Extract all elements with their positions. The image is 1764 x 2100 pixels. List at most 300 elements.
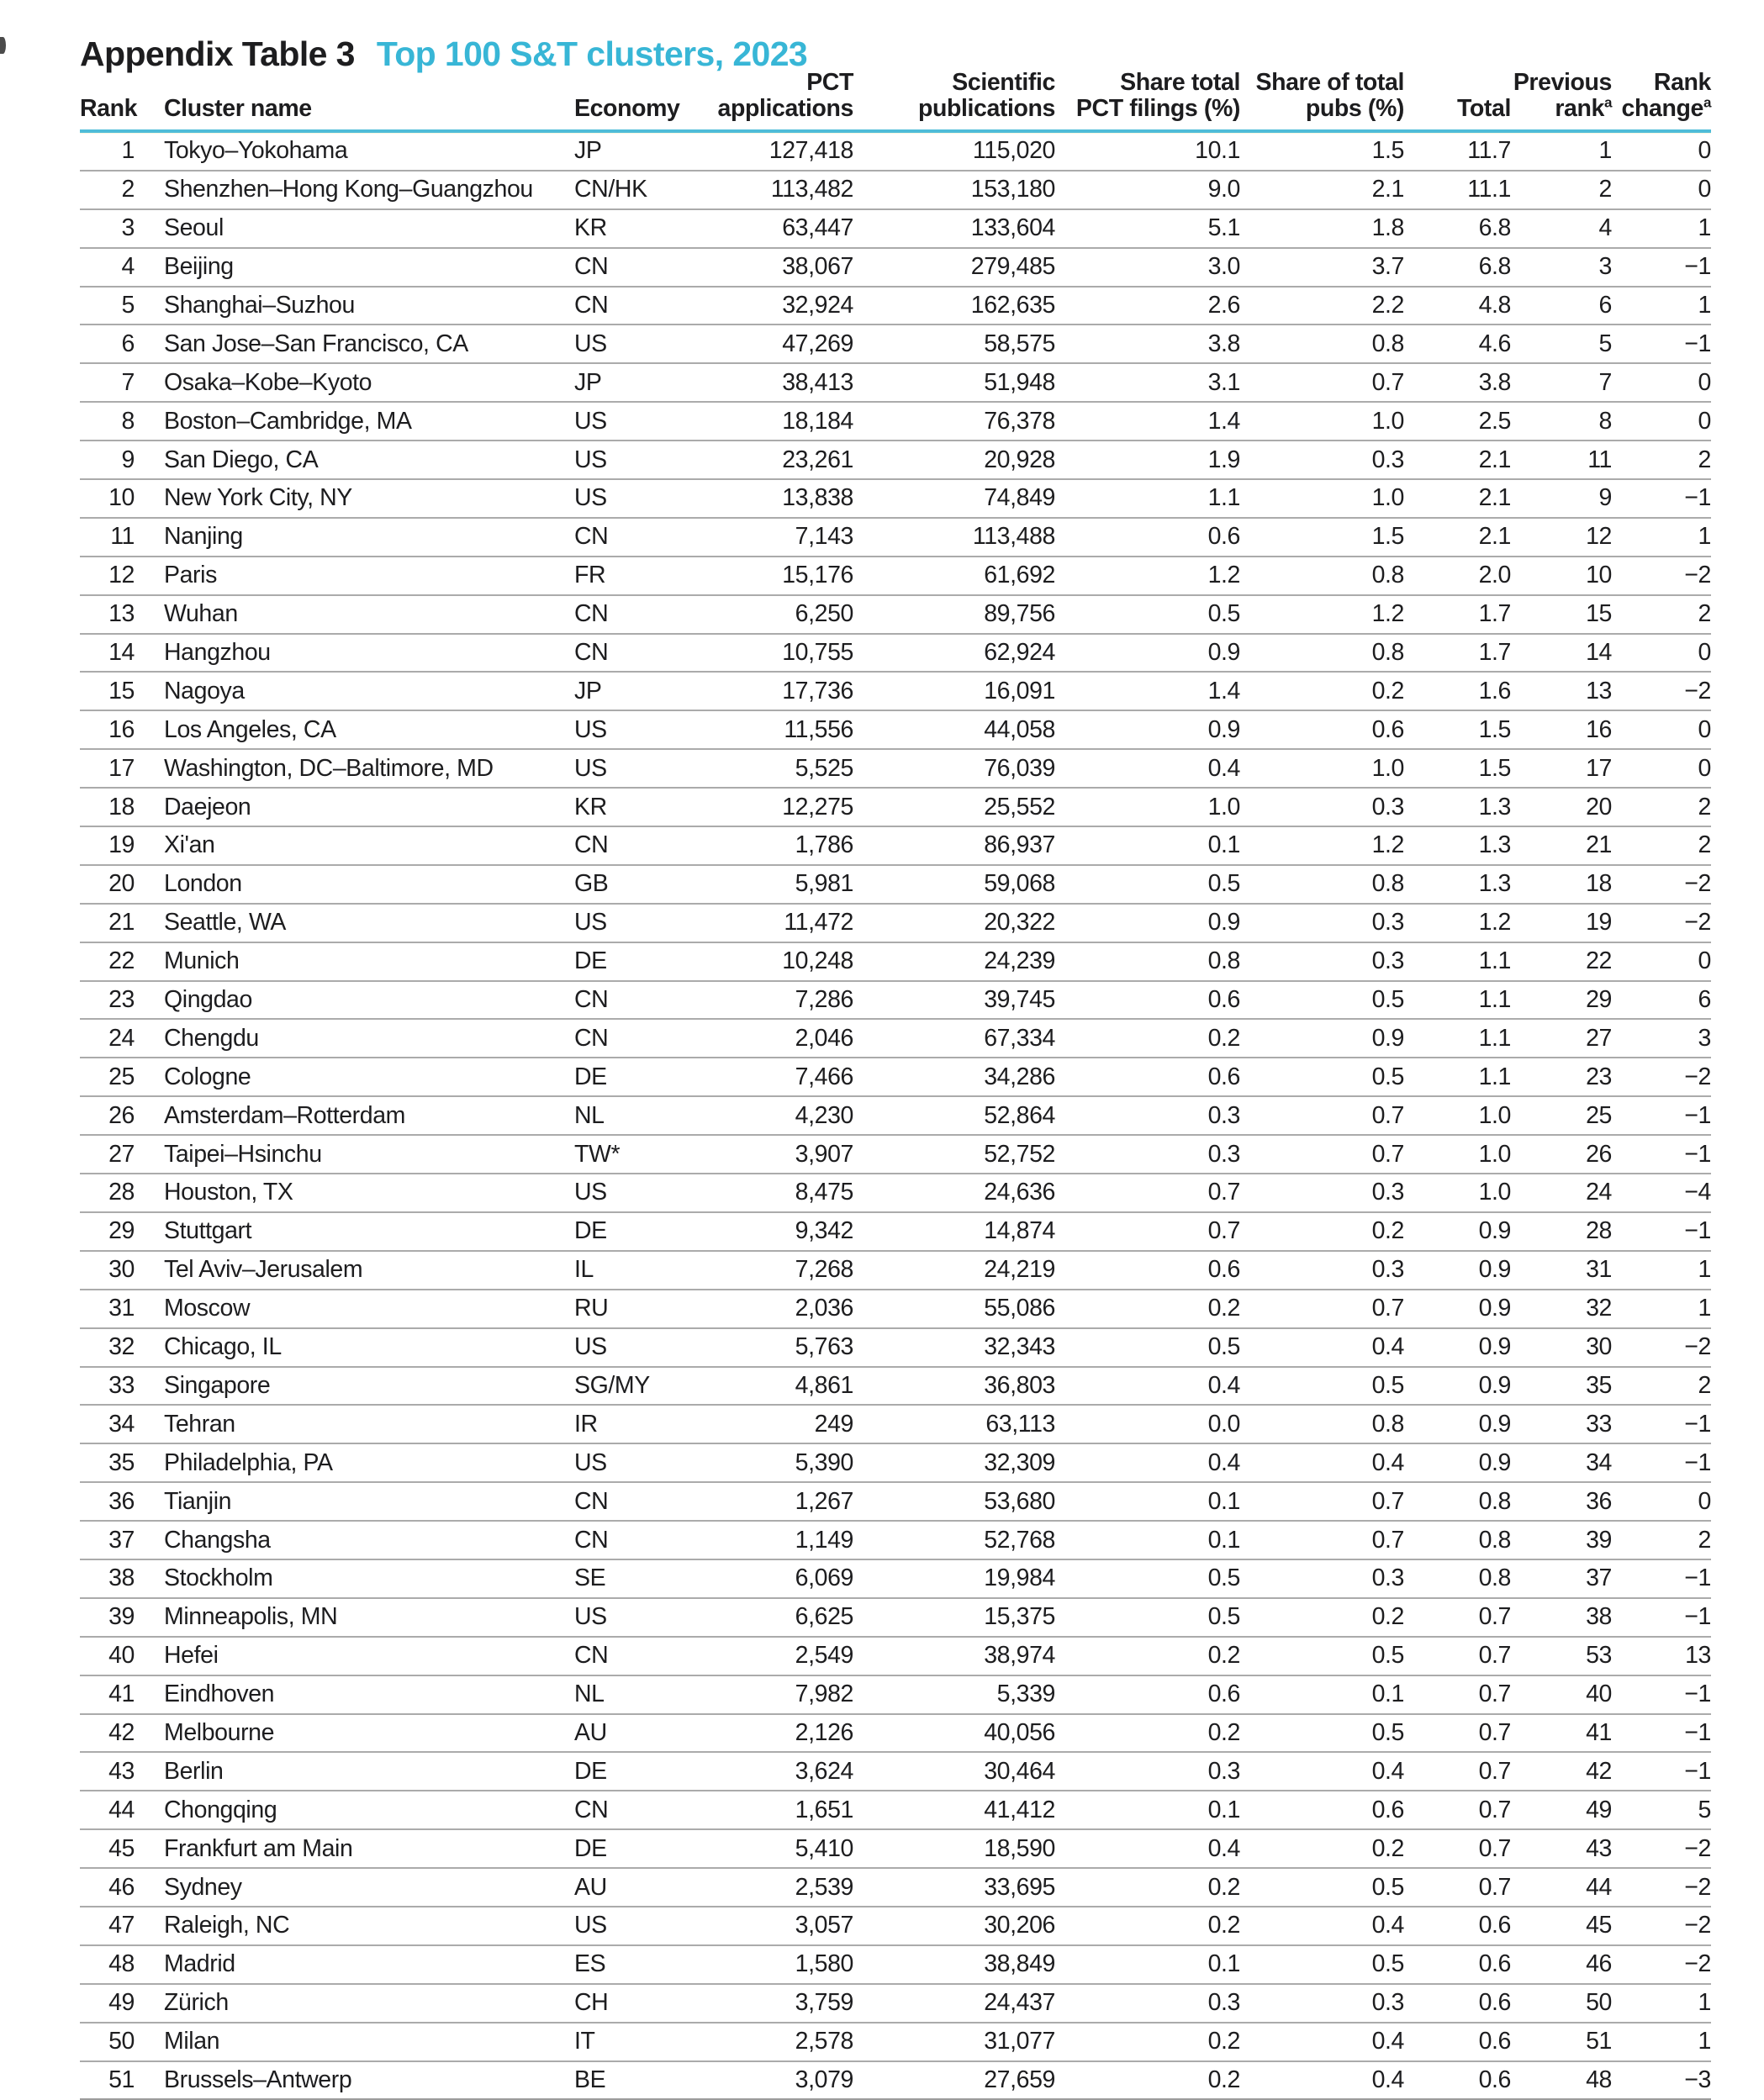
- cell-economy: US: [555, 1174, 681, 1212]
- cell-share-total-pct-filings: 10.1: [1195, 137, 1240, 165]
- cell-total: 0.6: [1404, 1907, 1511, 1945]
- cell-total: 0.9: [1404, 1405, 1511, 1443]
- cell-share-total-pct-filings: 0.4: [1055, 1829, 1240, 1868]
- cell-rank-change: 0: [1612, 710, 1711, 749]
- cell-share-total-pct-filings: 1.1: [1055, 479, 1240, 518]
- cell-pct-applications: 127,418: [768, 137, 853, 165]
- cell-cluster-name: Cologne: [135, 1058, 555, 1096]
- cell-pct-applications: 113,482: [681, 171, 853, 209]
- cell-cluster-name: San Diego, CA: [135, 441, 555, 479]
- cell-share-of-total-pubs: 0.4: [1240, 1907, 1404, 1945]
- cell-total: 1.0: [1404, 1096, 1511, 1135]
- cell-economy: CN: [555, 634, 681, 673]
- cell-previous-rank: 11: [1511, 441, 1612, 479]
- table-row: [80, 1482, 1711, 1521]
- cell-share-total-pct-filings: 0.2: [1055, 1019, 1240, 1058]
- table-row: [80, 131, 1711, 171]
- cell-cluster-name: Sydney: [135, 1868, 555, 1907]
- cell-economy: JP: [555, 363, 681, 402]
- cell-cluster-name: Moscow: [135, 1290, 555, 1328]
- cell-rank: 41: [80, 1675, 135, 1714]
- cell-cluster-name: Tianjin: [135, 1482, 555, 1521]
- cell-rank: 43: [80, 1752, 135, 1791]
- table-row: [80, 1367, 1711, 1406]
- cell-share-of-total-pubs: 0.4: [1240, 2023, 1404, 2061]
- cell-scientific-publications: 41,412: [853, 1791, 1055, 1829]
- cell-share-of-total-pubs: 0.5: [1240, 1945, 1404, 1984]
- cell-rank: 19: [80, 826, 135, 865]
- table-row: [80, 788, 1711, 826]
- cell-rank-change: −1: [1612, 1559, 1711, 1598]
- cell-pct-applications: 249: [681, 1405, 853, 1443]
- cell-share-of-total-pubs: 0.3: [1240, 1559, 1404, 1598]
- cell-share-total-pct-filings: 0.1: [1055, 826, 1240, 865]
- cell-share-total-pct-filings: 0.3: [1055, 1752, 1240, 1791]
- cell-rank: 12: [80, 557, 135, 595]
- cell-scientific-publications: 67,334: [853, 1019, 1055, 1058]
- table-row: [80, 710, 1711, 749]
- cell-pct-applications: 5,390: [681, 1443, 853, 1482]
- cell-pct-applications: 47,269: [681, 324, 853, 363]
- cell-scientific-publications: 19,984: [853, 1559, 1055, 1598]
- cell-rank-change: −1: [1612, 1135, 1711, 1174]
- cell-cluster-name: Daejeon: [135, 788, 555, 826]
- cell-pct-applications: 7,268: [681, 1251, 853, 1290]
- cell-scientific-publications: 30,464: [853, 1752, 1055, 1791]
- table-row: [80, 1868, 1711, 1907]
- cell-rank: 47: [80, 1907, 135, 1945]
- cell-pct-applications: 3,624: [681, 1752, 853, 1791]
- cell-economy: DE: [555, 1829, 681, 1868]
- cell-rank-change: −1: [1612, 1598, 1711, 1637]
- cell-scientific-publications: 44,058: [853, 710, 1055, 749]
- cell-economy: BE: [555, 2061, 681, 2100]
- cell-cluster-name: Munich: [135, 942, 555, 981]
- cell-share-of-total-pubs: 1.8: [1240, 209, 1404, 248]
- table-row: [80, 1714, 1711, 1753]
- cell-rank-change: 1: [1612, 518, 1711, 557]
- cell-rank-change: 1: [1612, 2023, 1711, 2061]
- scan-edge-artifact: [0, 37, 6, 54]
- cell-cluster-name: Nagoya: [135, 672, 555, 710]
- cell-economy: CN: [555, 826, 681, 865]
- cell-pct-applications: 18,184: [681, 402, 853, 441]
- cell-rank-change: 1: [1612, 1251, 1711, 1290]
- cell-previous-rank: 53: [1511, 1637, 1612, 1675]
- cell-total: 1.1: [1404, 981, 1511, 1020]
- cell-cluster-name: Eindhoven: [135, 1675, 555, 1714]
- cell-share-of-total-pubs: 2.2: [1240, 287, 1404, 325]
- cell-share-total-pct-filings: 0.9: [1055, 634, 1240, 673]
- cell-share-of-total-pubs: 0.2: [1240, 1829, 1404, 1868]
- cell-rank: 1: [121, 137, 135, 165]
- cell-previous-rank: 4: [1511, 209, 1612, 248]
- cell-share-of-total-pubs: 0.7: [1240, 1290, 1404, 1328]
- cell-scientific-publications: 38,974: [853, 1637, 1055, 1675]
- cell-rank-change: −2: [1612, 557, 1711, 595]
- cell-share-of-total-pubs: 1.0: [1240, 402, 1404, 441]
- cell-total: 1.7: [1404, 634, 1511, 673]
- table-row: [80, 1521, 1711, 1559]
- cell-previous-rank: 26: [1511, 1135, 1612, 1174]
- cell-rank: 9: [80, 441, 135, 479]
- table-row: [80, 1945, 1711, 1984]
- cell-scientific-publications: 27,659: [853, 2061, 1055, 2100]
- cell-rank-change: 0: [1612, 1482, 1711, 1521]
- cell-pct-applications: 11,472: [681, 904, 853, 942]
- cell-share-of-total-pubs: 1.5: [1371, 137, 1404, 165]
- cell-cluster-name: Seoul: [135, 209, 555, 248]
- cell-previous-rank: 28: [1511, 1212, 1612, 1251]
- cell-pct-applications: 13,838: [681, 479, 853, 518]
- footnote-marker: a: [1703, 94, 1711, 111]
- cell-total: 1.3: [1404, 826, 1511, 865]
- cell-rank-change: −1: [1612, 1096, 1711, 1135]
- cell-rank: 29: [80, 1212, 135, 1251]
- cell-rank: 13: [80, 595, 135, 634]
- cell-previous-rank: 32: [1511, 1290, 1612, 1328]
- cell-pct-applications: 11,556: [681, 710, 853, 749]
- cell-cluster-name: Singapore: [135, 1367, 555, 1406]
- cell-cluster-name: Zürich: [135, 1984, 555, 2023]
- cell-previous-rank: 17: [1511, 749, 1612, 788]
- cell-total: 11.7: [1467, 137, 1511, 165]
- cell-share-total-pct-filings: 0.4: [1055, 1367, 1240, 1406]
- cell-rank-change: 0: [1612, 942, 1711, 981]
- cell-scientific-publications: 62,924: [853, 634, 1055, 673]
- cell-cluster-name: Milan: [135, 2023, 555, 2061]
- cell-total: 0.7: [1404, 1868, 1511, 1907]
- cell-share-of-total-pubs: 0.8: [1240, 634, 1404, 673]
- cell-cluster-name: Frankfurt am Main: [135, 1829, 555, 1868]
- table-row: [80, 402, 1711, 441]
- cell-rank-change: 2: [1612, 826, 1711, 865]
- cell-total: 6.8: [1404, 209, 1511, 248]
- cell-pct-applications: 1,786: [681, 826, 853, 865]
- cell-previous-rank: 14: [1511, 634, 1612, 673]
- cell-cluster-name: Osaka–Kobe–Kyoto: [135, 363, 555, 402]
- cell-pct-applications: 3,079: [681, 2061, 853, 2100]
- cell-rank-change: 0: [1612, 749, 1711, 788]
- cell-cluster-name: Xi'an: [135, 826, 555, 865]
- cell-total: 0.9: [1404, 1328, 1511, 1367]
- clusters-table: [80, 63, 1711, 2100]
- cell-rank-change: 1: [1612, 287, 1711, 325]
- table-row: [80, 749, 1711, 788]
- cell-scientific-publications: 16,091: [853, 672, 1055, 710]
- cell-rank-change: −2: [1612, 1058, 1711, 1096]
- table-row: [80, 1174, 1711, 1212]
- cell-share-total-pct-filings: 3.8: [1055, 324, 1240, 363]
- cell-economy: CN: [555, 287, 681, 325]
- cell-total: 1.6: [1404, 672, 1511, 710]
- cell-economy: KR: [555, 788, 681, 826]
- cell-economy: US: [555, 749, 681, 788]
- cell-pct-applications: 4,861: [681, 1367, 853, 1406]
- cell-cluster-name: Taipei–Hsinchu: [135, 1135, 555, 1174]
- cell-total: 0.7: [1404, 1598, 1511, 1637]
- cell-previous-rank: 41: [1511, 1714, 1612, 1753]
- cell-scientific-publications: 279,485: [853, 248, 1055, 287]
- table-row: [80, 1096, 1711, 1135]
- cell-previous-rank: 38: [1511, 1598, 1612, 1637]
- cell-rank: 6: [80, 324, 135, 363]
- cell-scientific-publications: 40,056: [853, 1714, 1055, 1753]
- cell-economy: TW*: [555, 1135, 681, 1174]
- cell-total: 1.1: [1404, 1019, 1511, 1058]
- cell-cluster-name: Washington, DC–Baltimore, MD: [135, 749, 555, 788]
- table-row: [80, 1290, 1711, 1328]
- cell-previous-rank: 15: [1511, 595, 1612, 634]
- cell-share-total-pct-filings: 0.6: [1055, 1675, 1240, 1714]
- cell-scientific-publications: 115,020: [972, 137, 1055, 165]
- table-row: [80, 634, 1711, 673]
- cell-cluster-name: Stuttgart: [135, 1212, 555, 1251]
- cell-cluster-name: Tel Aviv–Jerusalem: [135, 1251, 555, 1290]
- cell-total: 0.9: [1404, 1212, 1511, 1251]
- cell-previous-rank: 20: [1511, 788, 1612, 826]
- cell-scientific-publications: 76,039: [853, 749, 1055, 788]
- cell-scientific-publications: 38,849: [853, 1945, 1055, 1984]
- table-row: [80, 324, 1711, 363]
- cell-economy: CN: [555, 1791, 681, 1829]
- table-header: [80, 63, 1711, 131]
- cell-rank-change: 6: [1612, 981, 1711, 1020]
- col-header-economy: Economy: [555, 63, 681, 131]
- cell-scientific-publications: 33,695: [853, 1868, 1055, 1907]
- cell-total: 1.3: [1404, 865, 1511, 904]
- cell-economy: CN: [555, 248, 681, 287]
- table-row: [80, 1829, 1711, 1868]
- cell-total: 3.8: [1404, 363, 1511, 402]
- cell-rank: 8: [80, 402, 135, 441]
- cell-previous-rank: 8: [1511, 402, 1612, 441]
- cell-share-of-total-pubs: 0.4: [1240, 1443, 1404, 1482]
- table-row: [80, 2061, 1711, 2100]
- cell-share-of-total-pubs: 0.4: [1240, 2061, 1404, 2100]
- cell-rank: 38: [80, 1559, 135, 1598]
- cell-cluster-name: Chicago, IL: [135, 1328, 555, 1367]
- cell-rank-change: −1: [1612, 1405, 1711, 1443]
- cell-previous-rank: 44: [1511, 1868, 1612, 1907]
- cell-economy: FR: [555, 557, 681, 595]
- cell-rank: 5: [80, 287, 135, 325]
- cell-share-of-total-pubs: 0.5: [1240, 981, 1404, 1020]
- cell-cluster-name: Hefei: [135, 1637, 555, 1675]
- cell-rank: 27: [80, 1135, 135, 1174]
- cell-rank: 30: [80, 1251, 135, 1290]
- cell-total: 0.6: [1404, 2023, 1511, 2061]
- cell-rank: 33: [80, 1367, 135, 1406]
- cell-previous-rank: 35: [1511, 1367, 1612, 1406]
- table-subtitle: Top 100 S&T clusters, 2023: [376, 34, 808, 74]
- cell-previous-rank: 42: [1511, 1752, 1612, 1791]
- table-row: [80, 595, 1711, 634]
- cell-scientific-publications: 153,180: [853, 171, 1055, 209]
- cell-previous-rank: 34: [1511, 1443, 1612, 1482]
- cell-pct-applications: 1,149: [681, 1521, 853, 1559]
- cell-economy: US: [555, 1598, 681, 1637]
- table-row: [80, 1984, 1711, 2023]
- cell-pct-applications: 6,069: [681, 1559, 853, 1598]
- table-row: [80, 363, 1711, 402]
- cell-rank-change: 2: [1612, 441, 1711, 479]
- cell-economy: CN/HK: [555, 171, 681, 209]
- cell-scientific-publications: 53,680: [853, 1482, 1055, 1521]
- cell-share-of-total-pubs: 1.2: [1240, 595, 1404, 634]
- cell-share-of-total-pubs: 0.7: [1240, 1135, 1404, 1174]
- cell-scientific-publications: 133,604: [853, 209, 1055, 248]
- cell-share-of-total-pubs: 0.3: [1240, 1984, 1404, 2023]
- cell-previous-rank: 25: [1511, 1096, 1612, 1135]
- cell-rank: 17: [80, 749, 135, 788]
- cell-scientific-publications: 24,636: [853, 1174, 1055, 1212]
- cell-rank-change: 2: [1612, 595, 1711, 634]
- cell-previous-rank: 10: [1511, 557, 1612, 595]
- cell-scientific-publications: 15,375: [853, 1598, 1055, 1637]
- cell-share-of-total-pubs: 1.0: [1240, 479, 1404, 518]
- cell-share-of-total-pubs: 0.5: [1240, 1637, 1404, 1675]
- cell-total: 0.8: [1404, 1521, 1511, 1559]
- cell-previous-rank: 48: [1511, 2061, 1612, 2100]
- cell-scientific-publications: 30,206: [853, 1907, 1055, 1945]
- cell-rank-change: −1: [1612, 1212, 1711, 1251]
- cell-economy: JP: [574, 137, 602, 165]
- cell-share-of-total-pubs: 2.1: [1240, 171, 1404, 209]
- cell-pct-applications: 2,046: [681, 1019, 853, 1058]
- cell-share-of-total-pubs: 0.2: [1240, 1598, 1404, 1637]
- cell-share-of-total-pubs: 0.3: [1240, 788, 1404, 826]
- cell-total: 0.8: [1404, 1482, 1511, 1521]
- cell-cluster-name: Tehran: [135, 1405, 555, 1443]
- cell-pct-applications: 10,755: [681, 634, 853, 673]
- cell-share-of-total-pubs: 0.3: [1240, 942, 1404, 981]
- cell-rank: 10: [80, 479, 135, 518]
- cell-total: 0.7: [1404, 1714, 1511, 1753]
- cell-share-total-pct-filings: 0.1: [1055, 1945, 1240, 1984]
- cell-previous-rank: 37: [1511, 1559, 1612, 1598]
- cell-cluster-name: Tokyo–Yokohama: [164, 137, 348, 165]
- cell-share-total-pct-filings: 0.1: [1055, 1791, 1240, 1829]
- cell-cluster-name: Boston–Cambridge, MA: [135, 402, 555, 441]
- cell-share-total-pct-filings: 5.1: [1055, 209, 1240, 248]
- cell-cluster-name: Paris: [135, 557, 555, 595]
- table-row: [80, 1019, 1711, 1058]
- cell-rank-change: −1: [1612, 1443, 1711, 1482]
- cell-share-total-pct-filings: 0.6: [1055, 1251, 1240, 1290]
- cell-economy: CN: [555, 1637, 681, 1675]
- cell-rank-change: 0: [1612, 402, 1711, 441]
- cell-cluster-name: Amsterdam–Rotterdam: [135, 1096, 555, 1135]
- table-row: [80, 479, 1711, 518]
- cell-total: 1.5: [1404, 710, 1511, 749]
- cell-rank: 11: [80, 518, 135, 557]
- cell-total: 1.0: [1404, 1174, 1511, 1212]
- cell-pct-applications: 38,413: [681, 363, 853, 402]
- col-header-previous-rank: Previous rank$^a$: [1511, 63, 1612, 131]
- cell-cluster-name: Berlin: [135, 1752, 555, 1791]
- cell-rank: 49: [80, 1984, 135, 2023]
- cell-rank: 48: [80, 1945, 135, 1984]
- cell-economy: SG/MY: [555, 1367, 681, 1406]
- table-row: [80, 1135, 1711, 1174]
- cell-previous-rank: 30: [1511, 1328, 1612, 1367]
- table-row: [80, 1675, 1711, 1714]
- cell-previous-rank: 45: [1511, 1907, 1612, 1945]
- cell-economy: DE: [555, 942, 681, 981]
- cell-economy: CN: [555, 1521, 681, 1559]
- cell-share-total-pct-filings: 1.2: [1055, 557, 1240, 595]
- cell-cluster-name: Raleigh, NC: [135, 1907, 555, 1945]
- cell-scientific-publications: 31,077: [853, 2023, 1055, 2061]
- cell-rank-change: 1: [1612, 1290, 1711, 1328]
- cell-share-total-pct-filings: 0.4: [1055, 749, 1240, 788]
- cell-total: 2.1: [1404, 479, 1511, 518]
- table-row: [80, 1791, 1711, 1829]
- cell-rank: 44: [80, 1791, 135, 1829]
- cell-scientific-publications: 162,635: [853, 287, 1055, 325]
- cell-rank-change: 3: [1612, 1019, 1711, 1058]
- cell-share-of-total-pubs: 0.8: [1240, 557, 1404, 595]
- cell-previous-rank: 21: [1511, 826, 1612, 865]
- cell-total: 2.1: [1404, 441, 1511, 479]
- cell-scientific-publications: 74,849: [853, 479, 1055, 518]
- table-row: [80, 248, 1711, 287]
- cell-economy: US: [555, 441, 681, 479]
- cell-rank-change: −2: [1612, 1829, 1711, 1868]
- cell-rank: 51: [80, 2061, 135, 2100]
- cell-share-total-pct-filings: 0.3: [1055, 1096, 1240, 1135]
- cell-cluster-name: Beijing: [135, 248, 555, 287]
- cell-rank-change: 0: [1698, 137, 1711, 165]
- cell-economy: US: [555, 324, 681, 363]
- cell-share-of-total-pubs: 1.2: [1240, 826, 1404, 865]
- cell-previous-rank: 39: [1511, 1521, 1612, 1559]
- cell-pct-applications: 17,736: [681, 672, 853, 710]
- cell-cluster-name: Brussels–Antwerp: [135, 2061, 555, 2100]
- cell-scientific-publications: 52,768: [853, 1521, 1055, 1559]
- cell-previous-rank: 9: [1511, 479, 1612, 518]
- cell-rank-change: 2: [1612, 1367, 1711, 1406]
- cell-scientific-publications: 20,928: [853, 441, 1055, 479]
- cell-pct-applications: 1,651: [681, 1791, 853, 1829]
- cell-pct-applications: 38,067: [681, 248, 853, 287]
- cell-share-total-pct-filings: 0.4: [1055, 1443, 1240, 1482]
- table-row: [80, 1212, 1711, 1251]
- cell-pct-applications: 3,907: [681, 1135, 853, 1174]
- cell-rank: 42: [80, 1714, 135, 1753]
- cell-share-total-pct-filings: 0.2: [1055, 2023, 1240, 2061]
- cell-total: 1.1: [1404, 942, 1511, 981]
- cell-share-total-pct-filings: 9.0: [1055, 171, 1240, 209]
- cell-pct-applications: 5,410: [681, 1829, 853, 1868]
- cell-previous-rank: 3: [1511, 248, 1612, 287]
- cell-share-of-total-pubs: 0.8: [1240, 1405, 1404, 1443]
- cell-pct-applications: 5,981: [681, 865, 853, 904]
- cell-rank-change: 2: [1612, 788, 1711, 826]
- cell-previous-rank: 46: [1511, 1945, 1612, 1984]
- cell-cluster-name: Philadelphia, PA: [135, 1443, 555, 1482]
- cell-rank: 32: [80, 1328, 135, 1367]
- cell-scientific-publications: 14,874: [853, 1212, 1055, 1251]
- cell-total: 11.1: [1404, 171, 1511, 209]
- col-header-share-of-total-pubs: Share of total pubs (%): [1240, 63, 1404, 131]
- cell-economy: US: [555, 1443, 681, 1482]
- cell-share-total-pct-filings: 0.5: [1055, 595, 1240, 634]
- cell-share-total-pct-filings: 0.5: [1055, 1598, 1240, 1637]
- cell-scientific-publications: 24,219: [853, 1251, 1055, 1290]
- cell-rank: 46: [80, 1868, 135, 1907]
